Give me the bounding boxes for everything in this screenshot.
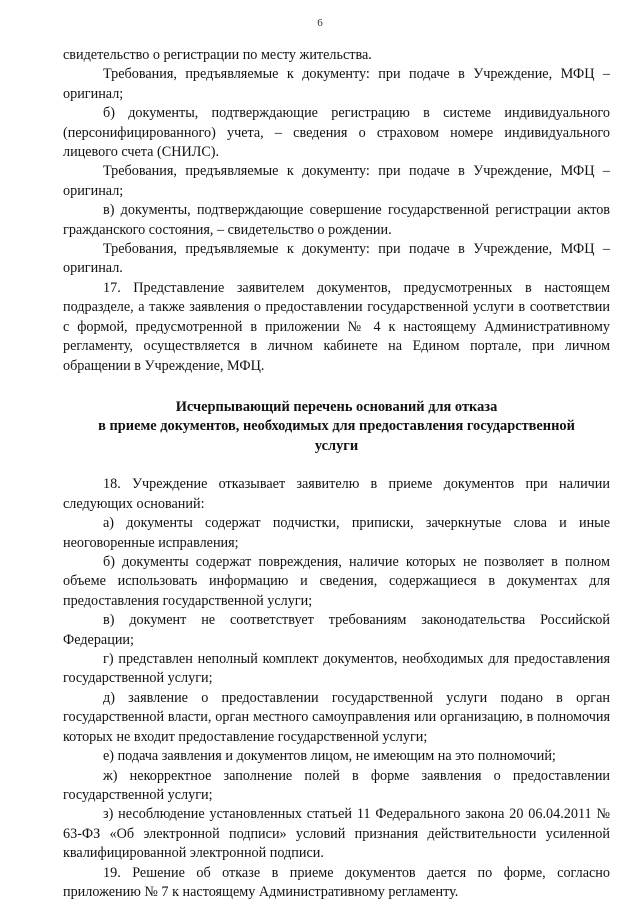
list-item-zh-incorrect-form: ж) некорректное заполнение полей в форме заявления о предоставлении государственной услуги; xyxy=(63,767,610,803)
paragraph-requirements-v: Требования, предъявляемые к документу: при подаче в Учреждение, МФЦ – оригинал. xyxy=(63,241,610,277)
paragraph-requirements-b: Требования, предъявляемые к документу: при подаче в Учреждение, МФЦ – оригинал; xyxy=(63,163,610,199)
paragraph-19-decision-form: 19. Решение об отказе в приеме документов дается по форме, согласно приложению № 7 к настоящему Административному регламенту. xyxy=(63,864,610,900)
paragraph-18-refusal-grounds: 18. Учреждение отказывает заявителю в приеме документов при наличии следующих оснований: xyxy=(63,476,610,512)
list-item-z-electronic-signature: з) несоблюдение установленных статьей 11 Федерального закона 20 06.04.2011 № 63-ФЗ «Об электронной подписи» условий признания действительности усиленной квалифицированной электронной подписи. xyxy=(63,806,610,862)
list-item-b-damage: б) документы содержат повреждения, наличие которых не позволяет в полном объеме использовать информацию и сведения, содержащиеся в документах для предоставления государственной услуги; xyxy=(63,554,610,609)
page-number: 6 xyxy=(317,17,323,29)
paragraph-requirements-a: Требования, предъявляемые к документу: при подаче в Учреждение, МФЦ – оригинал; xyxy=(63,66,610,102)
document-body xyxy=(63,46,610,902)
paragraph-item-v-civil-registration: в) документы, подтверждающие совершение государственной регистрации актов гражданского состояния, – свидетельство о рождении. xyxy=(63,202,610,238)
list-item-v-legislation: в) документ не соответствует требованиям законодательства Российской Федерации; xyxy=(63,612,610,648)
section-heading-line-1: Исчерпывающий перечень оснований для отказа xyxy=(175,398,498,415)
paragraph-17-submission: 17. Представление заявителем документов, предусмотренных в настоящем подразделе, а также заявления о предоставлении государственной услуги в соответствии с формой, предусмотренной в приложении № 4 к настоящему Административному регламенту, осуществляется в личном кабинете на Едином портале, при личном обращении в Учреждение, МФЦ. xyxy=(63,279,610,374)
section-heading-line-2: в приеме документов, необходимых для предоставления государственной xyxy=(98,418,575,435)
paragraph-item-b-snils: б) документы, подтверждающие регистрацию в системе индивидуального (персонифицированного) учета, – сведения о страховом номере индивидуального лицевого счета (СНИЛС). xyxy=(63,105,610,161)
list-item-a-erasures: а) документы содержат подчистки, приписки, зачеркнутые слова и иные неоговоренные исправления; xyxy=(63,515,610,551)
list-item-g-incomplete-set: г) представлен неполный комплект документов, необходимых для предоставления государственной услуги; xyxy=(63,651,610,687)
list-item-d-wrong-authority: д) заявление о предоставлении государственной услуги подано в орган государственной власти, орган местного самоуправления или организацию, в полномочия которых не входит предоставление государственной услуги; xyxy=(63,689,610,745)
paragraph-residence-certificate: свидетельство о регистрации по месту жительства. xyxy=(63,47,372,63)
section-heading xyxy=(63,398,610,457)
section-heading-line-3: услуги xyxy=(314,437,359,454)
list-item-e-no-authority: е) подача заявления и документов лицом, не имеющим на это полномочий; xyxy=(103,748,556,765)
